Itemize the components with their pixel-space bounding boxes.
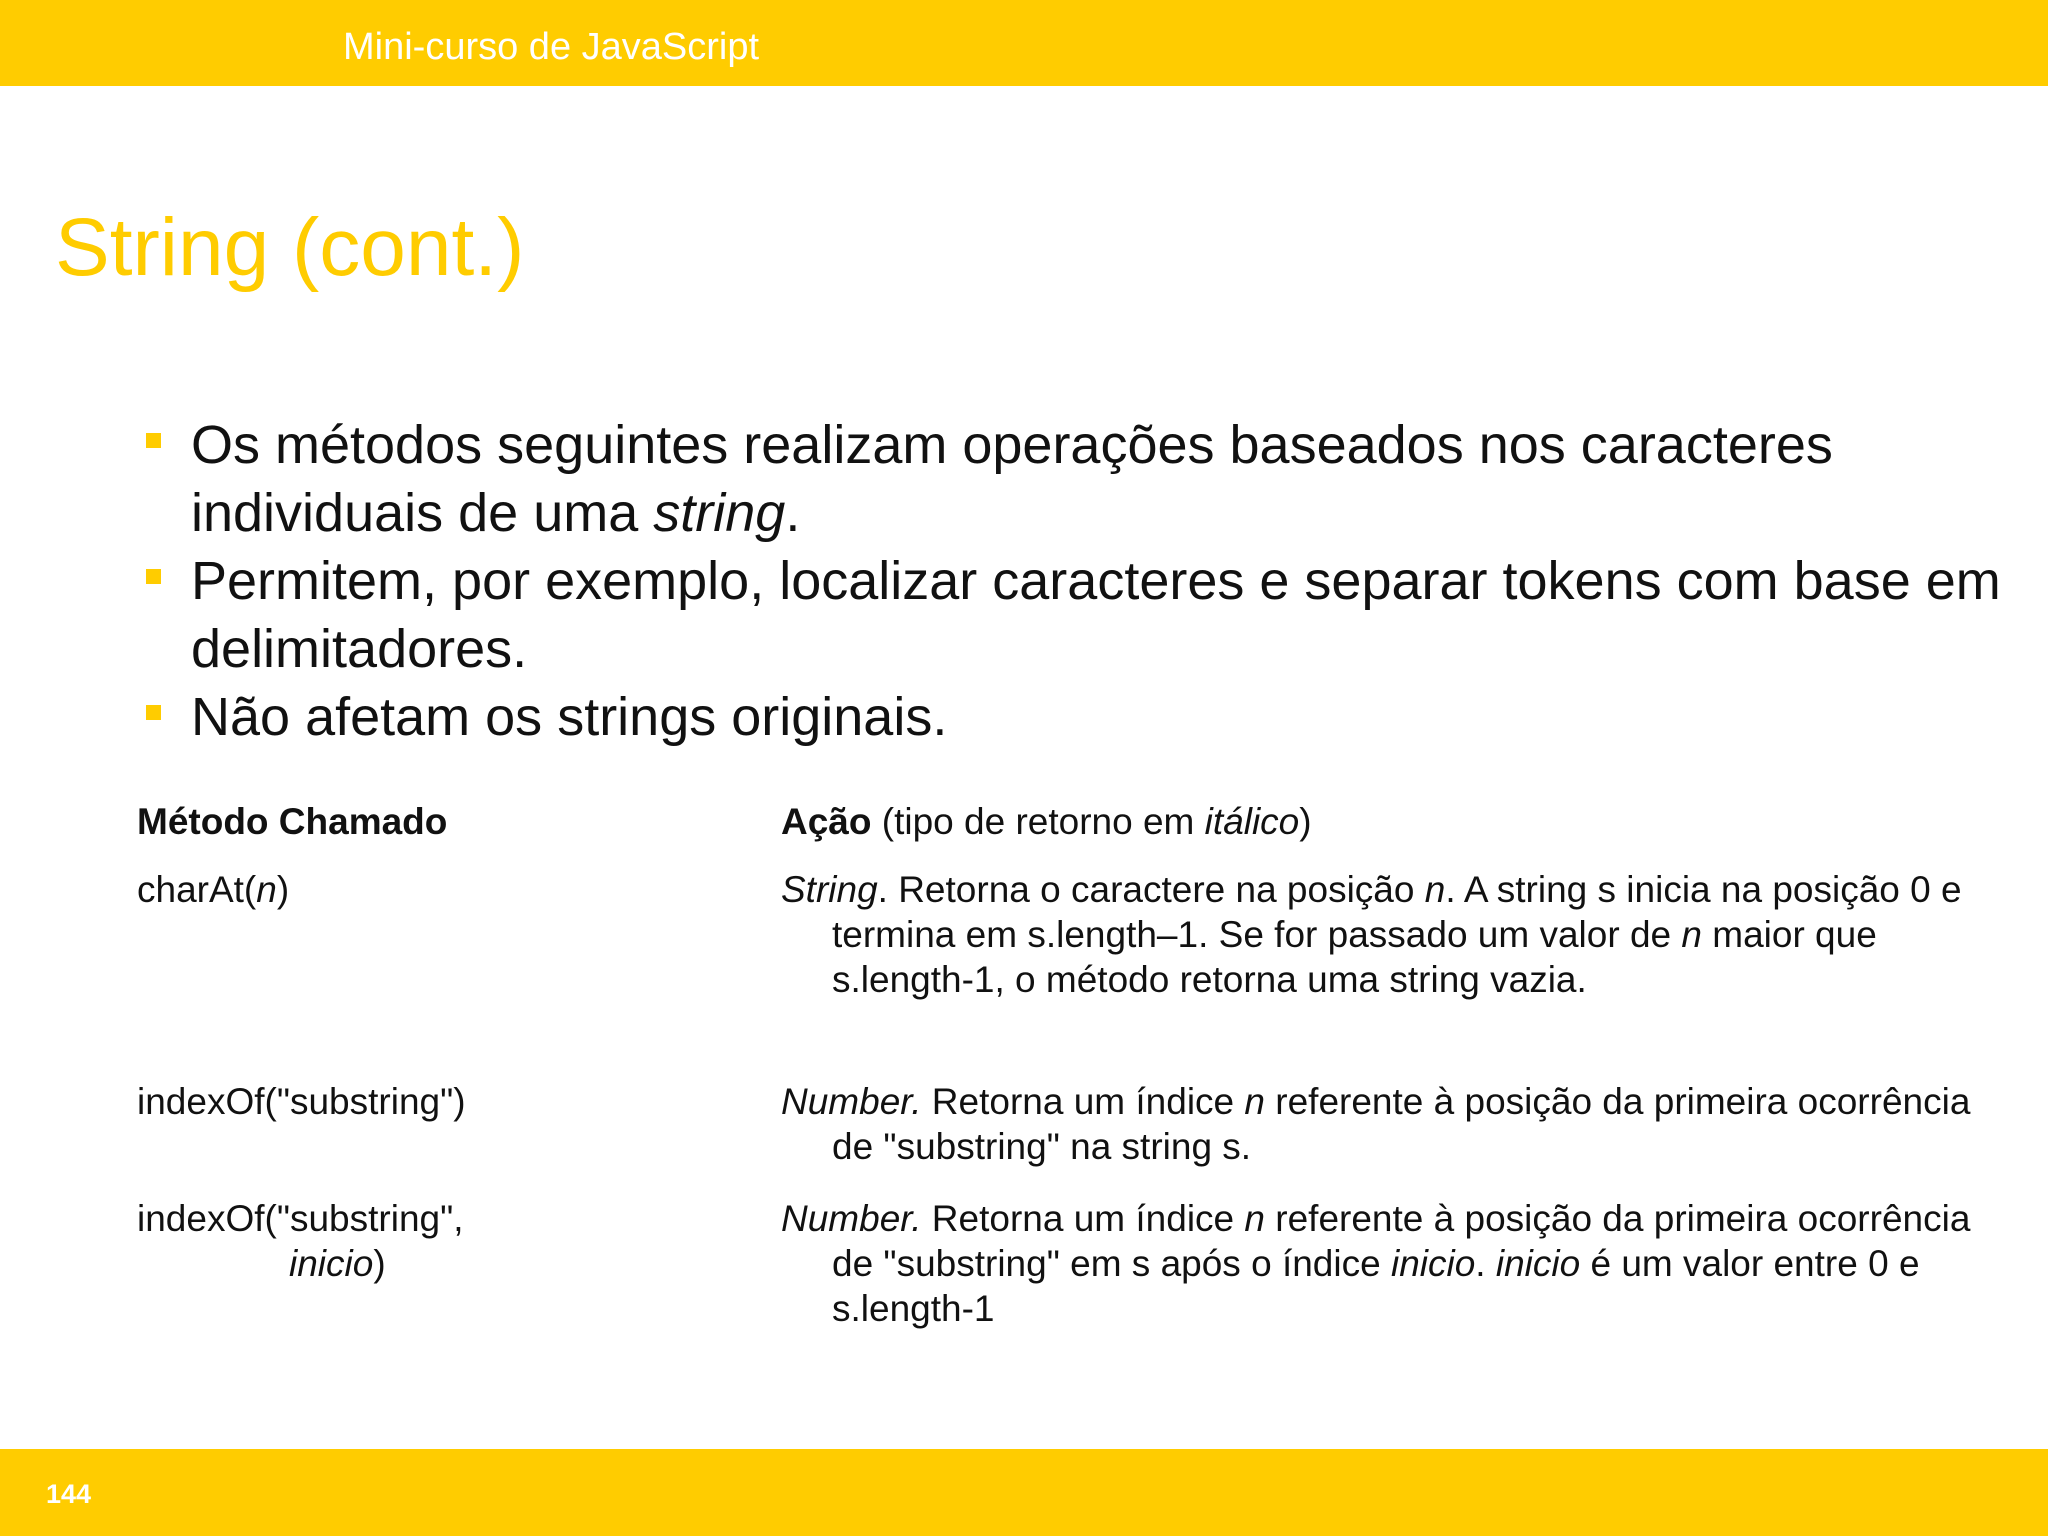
action-text: Retorna um índice (921, 1198, 1245, 1239)
method-column-header: Método Chamado (137, 801, 448, 842)
bullet-text-italic: string (653, 483, 786, 543)
method-text: charAt( (137, 869, 257, 910)
action-italic: n (1244, 1081, 1265, 1122)
bullet-square-icon (146, 705, 161, 720)
action-italic: n (1681, 914, 1702, 955)
slide-title: String (cont.) (55, 202, 525, 293)
method-cell-charat (137, 867, 289, 912)
course-title: Mini-curso de JavaScript (343, 26, 760, 68)
bullet-square-icon (146, 433, 161, 448)
action-text: referente à posição da primeira ocorrência de "substring" na string s. (832, 1081, 1971, 1167)
action-text: maior que s.length-1, o método retorna uma string vazia. (832, 914, 1877, 1000)
header-bar (0, 0, 2048, 86)
page-number: 144 (46, 1479, 92, 1509)
bullet-text: Os métodos seguintes realizam operações baseados nos caracteres individuais de uma (191, 415, 1833, 543)
action-cell-charat (781, 867, 2012, 1002)
action-italic: inicio (1495, 1243, 1581, 1284)
bullet-text: . (785, 483, 801, 543)
action-text: referente à posição da primeira ocorrência de "substring" em s após o índice (832, 1198, 1971, 1284)
method-param: n (256, 869, 277, 910)
action-header-text: ) (1299, 801, 1312, 842)
action-text: . A string s inicia na posição 0 e termina em s.length–1. Se for passado um valor de (832, 869, 1962, 955)
return-type: String (781, 869, 878, 910)
method-cell-indexof-inicio (137, 1196, 464, 1286)
method-param: inicio (289, 1243, 374, 1284)
method-text: indexOf("substring", (137, 1198, 464, 1239)
action-column-header (781, 799, 1312, 844)
bullet-item (0, 411, 2048, 547)
action-header-italic: itálico (1204, 801, 1300, 842)
action-cell-indexof (781, 1079, 2012, 1169)
action-italic: n (1244, 1198, 1265, 1239)
bullet-square-icon (146, 569, 161, 584)
method-text-line2 (137, 1241, 464, 1286)
action-text: . Retorna o caractere na posição (877, 869, 1425, 910)
bullet-item (0, 547, 2048, 683)
action-text: . (1475, 1243, 1496, 1284)
footer-bar (0, 1449, 2048, 1536)
bullet-item (0, 683, 2048, 751)
action-text: é um valor entre 0 e s.length-1 (832, 1243, 1920, 1329)
bullet-list (0, 411, 2048, 751)
action-text: Retorna um índice (921, 1081, 1245, 1122)
action-italic: inicio (1390, 1243, 1476, 1284)
action-header-bold: Ação (781, 801, 872, 842)
bullet-text: Não afetam os strings originais. (191, 687, 948, 747)
action-header-text: (tipo de retorno em (871, 801, 1205, 842)
bullet-text: Permitem, por exemplo, localizar caracteres e separar tokens com base em delimitadores. (191, 551, 2001, 679)
method-cell-indexof: indexOf("substring") (137, 1081, 466, 1122)
method-text: ) (373, 1243, 386, 1284)
return-type: Number. (781, 1081, 922, 1122)
return-type: Number. (781, 1198, 922, 1239)
action-italic: n (1424, 869, 1446, 910)
method-text: ) (276, 869, 290, 910)
action-cell-indexof-inicio (781, 1196, 2012, 1331)
